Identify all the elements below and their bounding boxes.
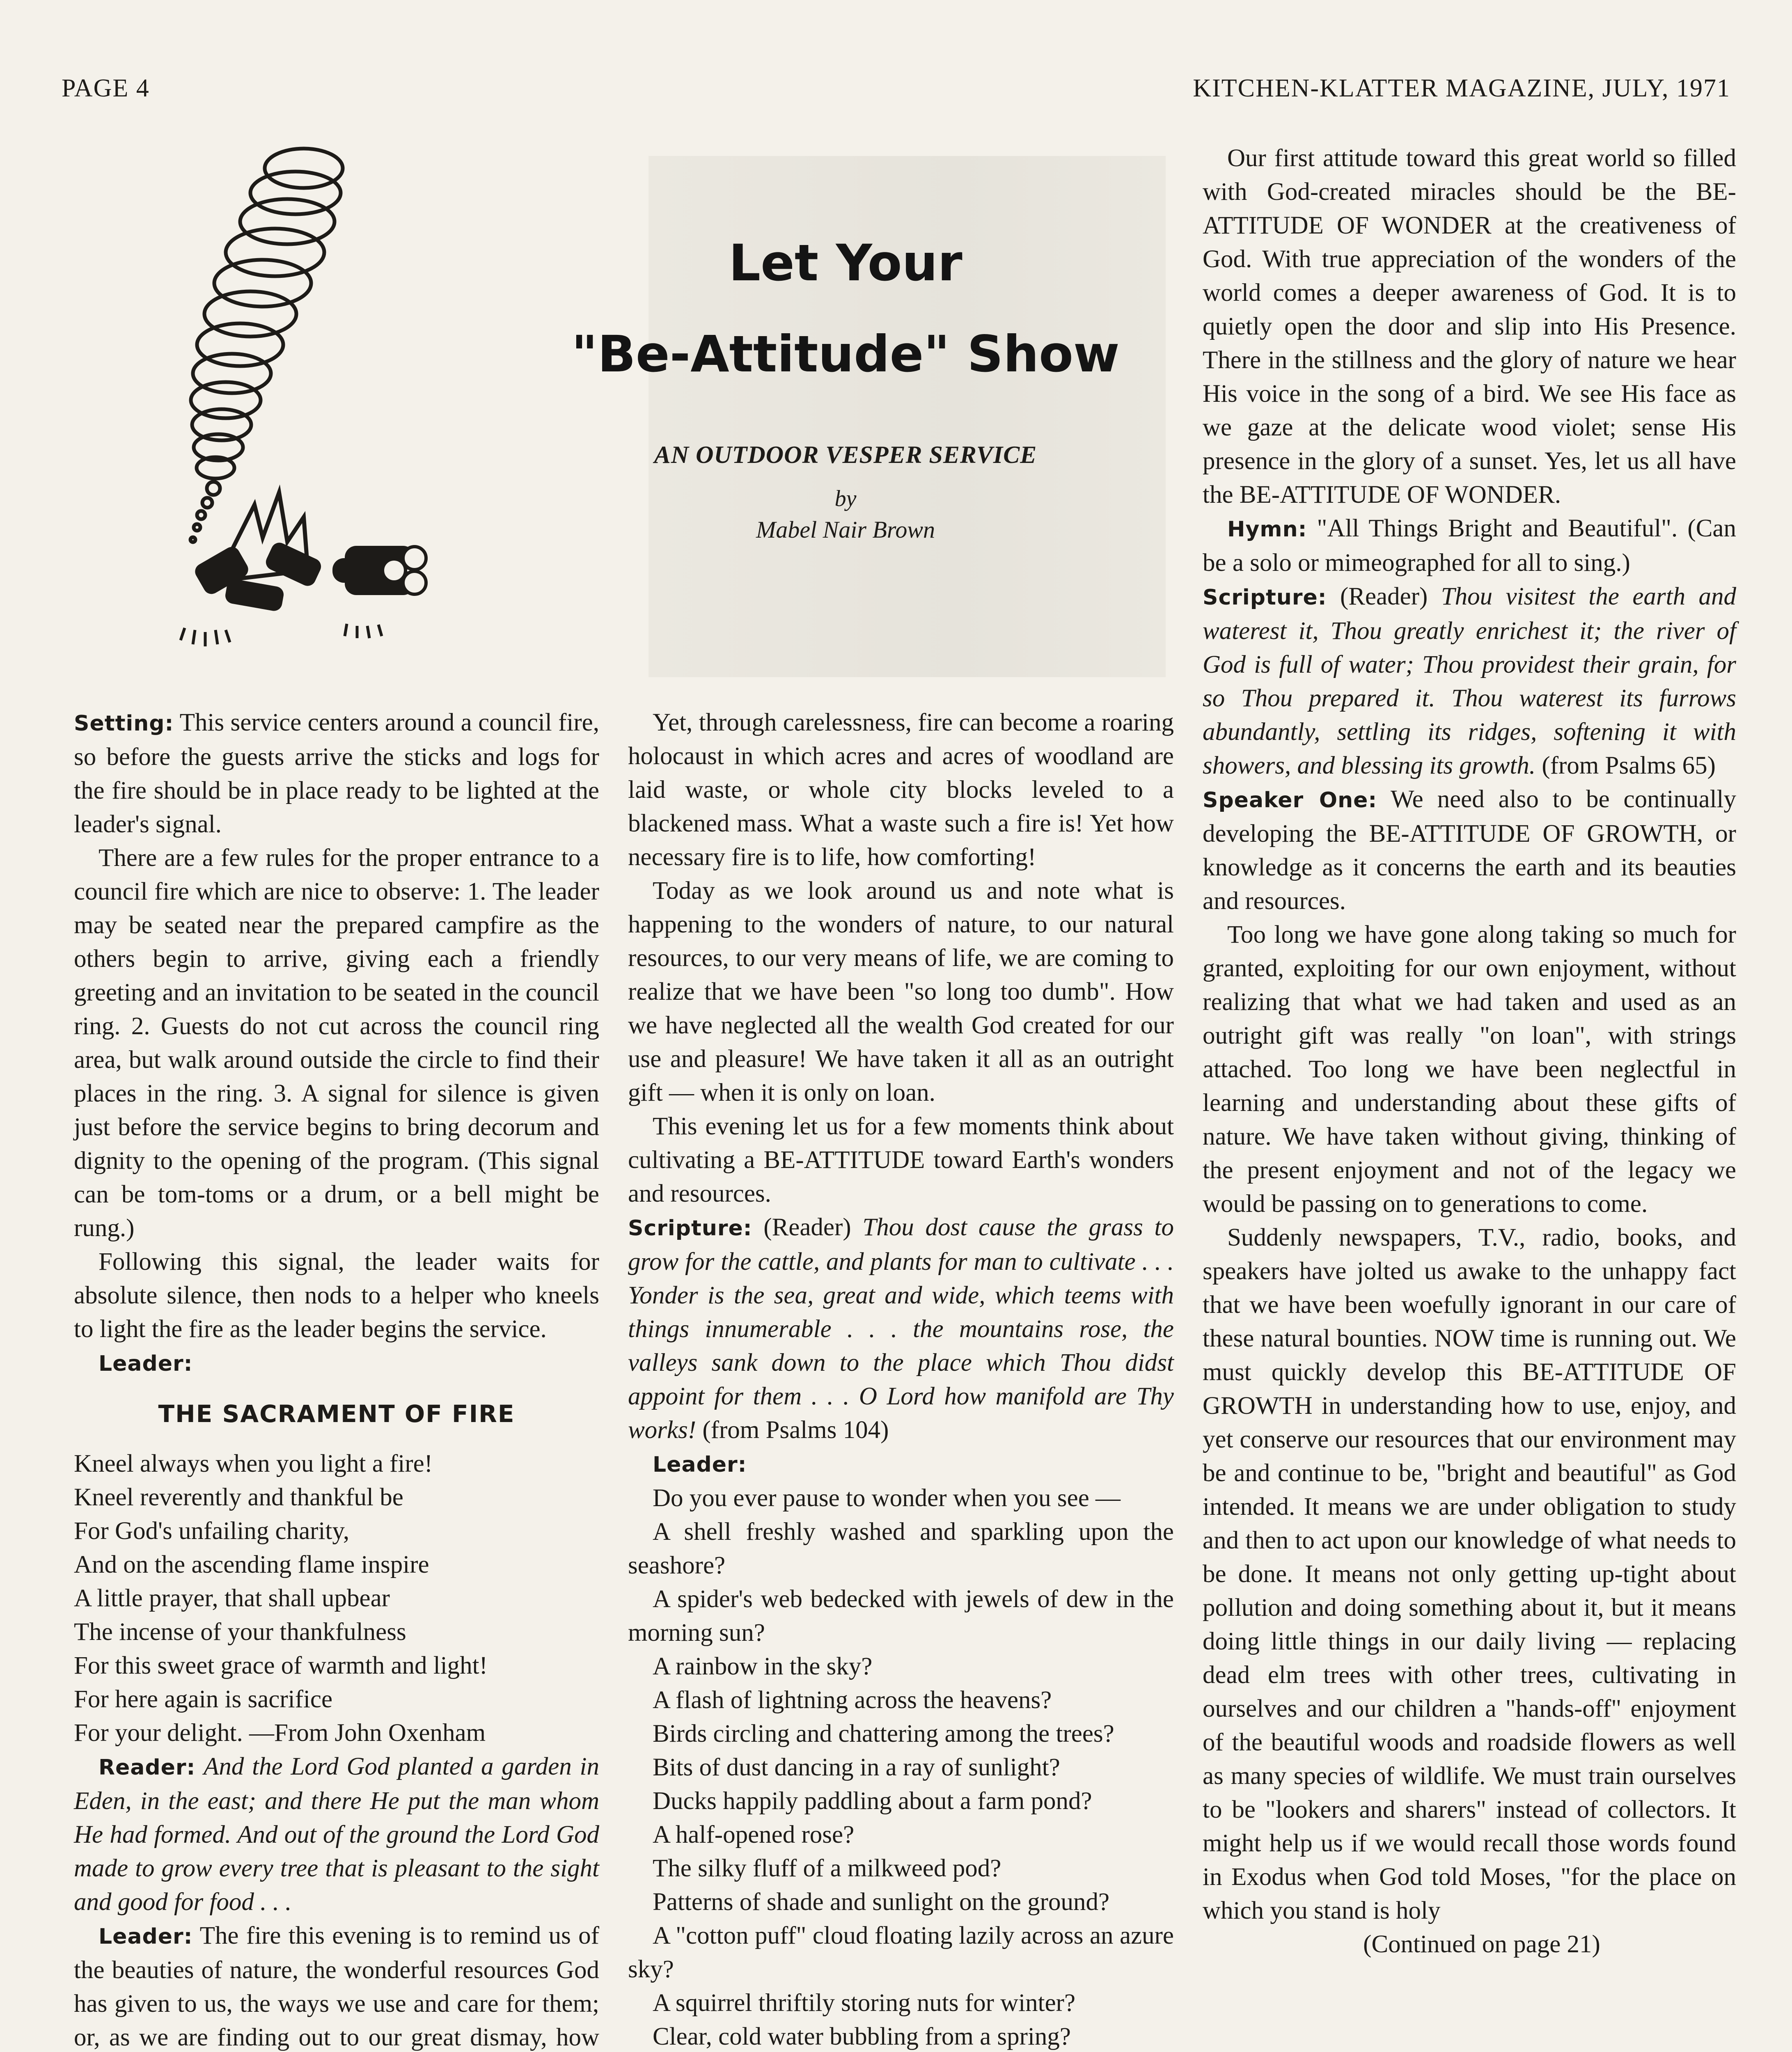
scripture-text-1: Thou dost cause the grass to grow for the cattle, and plants for man to cultivate . . . Yonder is the sea, great and wide, which teems with things innumerable . . . the mountains rose, the valleys sank down to the place which Thou didst appoint for them . . . O Lord how manifold are Thy works! — [628, 1214, 1174, 1444]
setting-label: Setting: — [74, 711, 174, 736]
question-item: Patterns of shade and sunlight on the ground? — [653, 1888, 1110, 1916]
poem-line: And on the ascending flame inspire — [74, 1551, 429, 1578]
scripture-reader-2: (Reader) — [1340, 583, 1428, 610]
article-title-line-2: "Be-Attitude" Show — [571, 325, 1120, 383]
question-item: A "cotton puff" cloud floating lazily across an azure sky? — [628, 1922, 1174, 1983]
poem-line: Kneel reverently and thankful be — [74, 1484, 403, 1511]
scripture-text-2: Thou visitest the earth and waterest it, Thou greatly enrichest it; the river of God is full of water; Thou providest their grain, for so Thou prepared it. Thou waterest its furrows abundantly, settling its ridges, softening it with showers, and blessing its growth. — [1203, 583, 1736, 779]
scripture-paragraph-2 — [1203, 580, 1736, 783]
leader-label-3: Leader: — [653, 1452, 747, 1477]
rules-paragraph: There are a few rules for the proper entrance to a council fire which are nice to observe: 1. The leader may be seated near the prepared campfire as the others begin to arrive, giving each a friendly greeting and an invitation to be seated in the council ring. 2. Guests do not cut across the council ring area, but walk around outside the circle to find their places in the ring. 3. A signal for silence is given just before the service begins to bring decorum and dignity to the opening of the program. (This signal can be tom-toms or a drum, or a bell might be rung.) — [74, 844, 599, 1242]
scripture-source-1: (from Psalms 104) — [702, 1416, 889, 1444]
poem — [74, 1447, 599, 1750]
hymn-paragraph — [1203, 512, 1736, 580]
continued-note: (Continued on page 21) — [1363, 1931, 1600, 1958]
byline-by: by — [834, 486, 857, 511]
column-2 — [628, 706, 1174, 2052]
scripture-label-2: Scripture: — [1203, 585, 1327, 610]
leader-label-2: Leader: — [99, 1924, 193, 1949]
magazine-title: KITCHEN-KLATTER MAGAZINE, JULY, 1971 — [1193, 74, 1730, 102]
wonder-paragraph: Our first attitude toward this great world so filled with God-created miracles should be the BE-ATTITUDE OF WONDER at the creativeness of God. With true appreciation of the wonders of the world comes a deeper awareness of God. It is to quietly open the door and slip into His Presence. There in the stillness and the glory of nature we hear His voice in the song of a bird. We see His face as we gaze at the delicate wood violet; sense His presence in the glory of a sunset. Yes, let us all have the BE-ATTITUDE OF WONDER. — [1203, 144, 1736, 508]
scripture-reader-1: (Reader) — [763, 1214, 851, 1241]
setting-paragraph — [74, 706, 599, 841]
question-item: Bits of dust dancing in a ray of sunlight? — [653, 1754, 1060, 1781]
question-item: Do you ever pause to wonder when you see — — [653, 1484, 1121, 1512]
page-number: PAGE 4 — [62, 74, 150, 102]
speaker-one-paragraph — [1203, 783, 1736, 918]
column-3 — [1203, 142, 1736, 1961]
poem-line: For God's unfailing charity, — [74, 1517, 350, 1545]
speaker-one-text: We need also to be continually developing the BE-ATTITUDE OF GROWTH, or knowledge as it concerns the earth and its beauties and resources. — [1203, 786, 1736, 915]
question-item: A flash of lightning across the heavens? — [653, 1686, 1052, 1714]
article-title-line-1: Let Your — [729, 234, 962, 292]
question-item: A half-opened rose? — [653, 1821, 855, 1848]
poem-line: The incense of your thankfulness — [74, 1618, 406, 1646]
too-long-paragraph: Too long we have gone along taking so much for granted, exploiting for our own enjoyment, without realizing that what we had taken and used as an outright gift was really "on loan", with strings attached. Too long we have been neglectful in learning and understanding about these gifts of nature. We have taken without giving, thinking of the present enjoyment and not of the legacy we would be passing on to generations to come. — [1203, 921, 1736, 1218]
reader-text: And the Lord God planted a garden in Eden, in the east; and there He put the man whom He had formed. And out of the ground the Lord God made to grow every tree that is pleasant to the sight and good for food . . . — [74, 1753, 599, 1916]
leader-fire-text: The fire this evening is to remind us of the beauties of nature, the wonderful resources God has given to us, the ways we use and care for them; or, as we are finding out to our great dismay, how — [74, 1922, 599, 2051]
question-item: Ducks happily paddling about a farm pond? — [653, 1787, 1092, 1815]
question-item: Birds circling and chattering among the trees? — [653, 1720, 1114, 1747]
poem-title: THE SACRAMENT OF FIRE — [158, 1400, 515, 1428]
suddenly-paragraph: Suddenly newspapers, T.V., radio, books, and speakers have jolted us awake to the unhappy fact that we have been woefully ignorant in our care of these natural bounties. NOW time is running out. We must quickly develop this BE-ATTITUDE OF GROWTH in understanding how to use, enjoy, and yet conserve our resources that our environment may be and continue to be, "bright and beautiful" as God intended. It means we are under obligation to study and then to act upon our knowledge of what needs to be done. It means not only getting up-tight about pollution and doing something about it, but it means doing little things in our daily living — replacing dead elm trees with other trees, cultivating in ourselves and our children a "hands-off" enjoyment of the beautiful woods and roadside flowers as well as many species of wildlife. We must train ourselves to be "lookers and sharers" instead of collectors. It might help us if we would recall those words found in Exodus when God told Moses, "for the place on which you stand is holy — [1203, 1224, 1736, 1924]
poem-line: Kneel always when you light a fire! — [74, 1450, 433, 1477]
scripture-paragraph-1 — [628, 1211, 1174, 1447]
question-item: A shell freshly washed and sparkling upon the seashore? — [628, 1518, 1174, 1579]
signal-paragraph: Following this signal, the leader waits for absolute silence, then nods to a helper who kneels to light the fire as the leader begins the service. — [74, 1248, 599, 1343]
wonders-paragraph: Today as we look around us and note what is happening to the wonders of nature, to our natural resources, to our very means of life, we are coming to realize that we have been "so long too dumb". How we have neglected all the wealth God created for our use and pleasure! We have taken it all as an outright gift — when it is only on loan. — [628, 877, 1174, 1106]
holocaust-paragraph: Yet, through carelessness, fire can become a roaring holocaust in which acres and acres of woodland are laid waste, or whole city blocks leveled to a blackened mass. What a waste such a fire is! Yet how necessary fire is to life, how comforting! — [628, 709, 1174, 871]
reader-paragraph — [74, 1750, 599, 1919]
page-header — [62, 74, 1730, 111]
question-item: Clear, cold water bubbling from a spring? — [653, 2023, 1071, 2050]
campfire-smoke-illustration — [131, 135, 460, 669]
poem-line: For this sweet grace of warmth and light! — [74, 1652, 488, 1679]
question-item: A rainbow in the sky? — [653, 1653, 873, 1680]
reader-label: Reader: — [99, 1755, 196, 1780]
article-subtitle: AN OUTDOOR VESPER SERVICE — [654, 441, 1037, 468]
evening-paragraph: This evening let us for a few moments think about cultivating a BE-ATTITUDE toward Earth's wonders and resources. — [628, 1113, 1174, 1207]
question-item: A squirrel thriftily storing nuts for winter? — [653, 1989, 1076, 2017]
poem-line: For your delight. —From John Oxenham — [74, 1719, 486, 1747]
scripture-label-1: Scripture: — [628, 1216, 752, 1241]
question-item: The silky fluff of a milkweed pod? — [653, 1855, 1001, 1882]
setting-text: This service centers around a council fire, so before the guests arrive the sticks and logs for the fire should be in place ready to be lighted at the leader's signal. — [74, 709, 599, 838]
speaker-one-label: Speaker One: — [1203, 788, 1377, 813]
leader-fire-paragraph — [74, 1919, 599, 2052]
hymn-text: "All Things Bright and Beautiful". (Can be a solo or mimeographed for all to sing.) — [1203, 515, 1737, 577]
poem-line: A little prayer, that shall upbear — [74, 1585, 390, 1612]
column-1 — [74, 706, 599, 2052]
leader-label-3-para — [628, 1447, 1174, 1482]
poem-line: For here again is sacrifice — [74, 1686, 333, 1713]
question-item: A spider's web bedecked with jewels of dew in the morning sun? — [628, 1585, 1174, 1647]
author-name: Mabel Nair Brown — [756, 516, 935, 543]
leader-label-1: Leader: — [99, 1351, 193, 1376]
scripture-source-2: (from Psalms 65) — [1542, 752, 1716, 779]
article-title-block — [493, 234, 1198, 543]
hymn-label: Hymn: — [1227, 517, 1307, 542]
